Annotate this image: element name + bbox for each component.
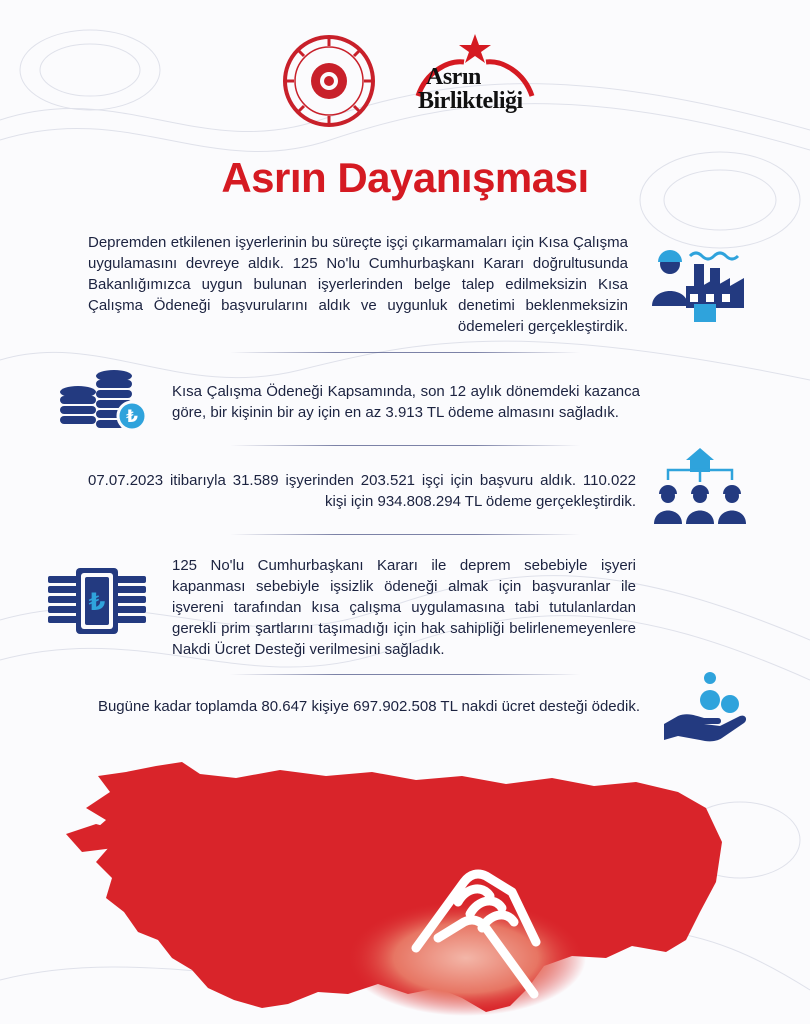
divider-3 [230,534,580,535]
svg-text:₺: ₺ [88,588,106,616]
hand-coins-icon [664,668,748,744]
paragraph-cash-wage-support-total: Bugüne kadar toplamda 80.647 kişiye 697.902.508 TL nakdi ücret desteği ödedik. [97,698,640,715]
asrin-logo-line2: Birlikteliği [418,88,523,114]
coin-stack-lira-icon [58,368,150,434]
paragraph-minimum-payment: Kısa Çalışma Ödeneği Kapsamında, son 12 aylık dönemdeki kazanca göre, bir kişinin bir ay için en az 3.913 TL ödeme almasını sağladık. [172,383,640,421]
workers-factory-icon [650,234,746,326]
turkey-map-handshake [66,762,726,1024]
asrin-logo-line1: Asrın [426,64,481,90]
ministry-seal-logo [282,34,376,128]
paragraph-applications: 07.07.2023 itibarıyla 31.589 işyerinden 203.521 işçi için başvuru aldık. 110.022 kişi için 934.808.294 TL ödeme gerçekleştirdik. [88,472,636,510]
paragraph-cash-wage-support-eligibility: 125 No'lu Cumhurbaşkanı Kararı ile deprem sebebiyle işyeri kapanması sebebiyle işsizlik ödeneği almak için başvuranlar ile işvereni tarafından kısa çalışma uygulamasına tabi tutulanlardan gerekli prim şartlarını taşımadığı için hak sahipliği belirlenemeyenlere Nakdi Ücret Desteği verilmesini sağladık. [172,557,636,658]
divider-1 [230,352,580,353]
money-stack-lira-icon [48,568,146,634]
divider-4 [230,674,580,675]
svg-text:₺: ₺ [126,407,138,427]
divider-2 [230,445,580,446]
workers-network-icon [654,446,746,526]
page-title: Asrın Dayanışması [221,154,589,201]
paragraph-short-work-allowance: Depremden etkilenen işyerlerinin bu süreçte işçi çıkarmamaları için Kısa Çalışma uygulamasını devreye aldık. 125 No'lu Cumhurbaşkanı Kararı doğrultusunda Bakanlığımızca uygun bulunan işyerlerinden belge talep edilmeksizin Kısa Çalışma Ödeneği başvurularını aldık ve uygunluk denetimi beklenmeksizin ödemeleri gerçekleştirdik. [88,234,628,335]
